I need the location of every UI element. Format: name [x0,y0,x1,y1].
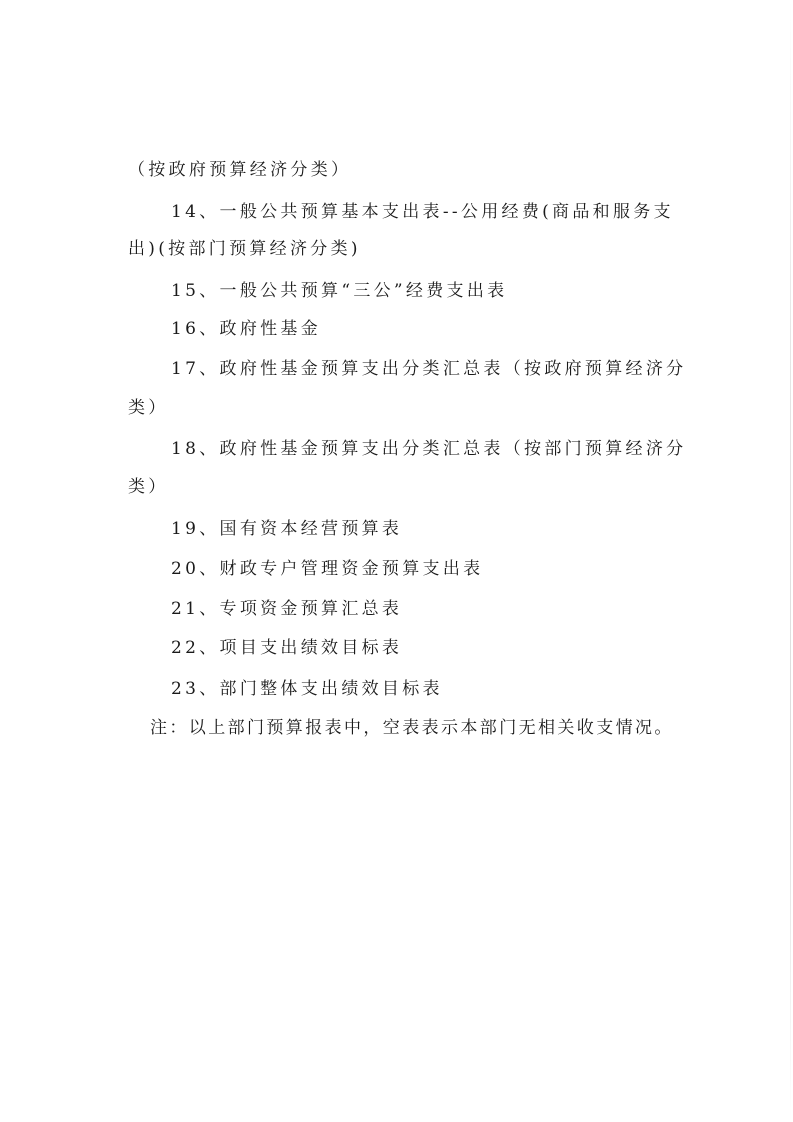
list-item-20: 20、财政专户管理资金预算支出表 [171,559,484,579]
list-item-22: 22、项目支出绩效目标表 [171,638,403,658]
list-item-17: 17、政府性基金预算支出分类汇总表（按政府预算经济分 [171,359,687,379]
list-item-16: 16、政府性基金 [171,319,322,339]
list-item-14: 14、一般公共预算基本支出表--公用经费(商品和服务支 [171,202,674,222]
text-line: 类） [128,477,169,497]
list-item-18: 18、政府性基金预算支出分类汇总表（按部门预算经济分 [171,439,687,459]
text-line: （按政府预算经济分类） [128,160,352,180]
list-item-19: 19、国有资本经营预算表 [171,519,403,539]
scan-edge-shadow [790,0,791,1122]
text-line: 类） [128,398,169,418]
list-item-15: 15、一般公共预算“三公”经费支出表 [171,281,508,301]
text-line: 出)(按部门预算经济分类) [128,239,361,259]
list-item-21: 21、专项资金预算汇总表 [171,599,403,619]
list-item-23: 23、部门整体支出绩效目标表 [171,679,443,699]
note-text: 注：以上部门预算报表中，空表表示本部门无相关收支情况。 [150,718,674,738]
